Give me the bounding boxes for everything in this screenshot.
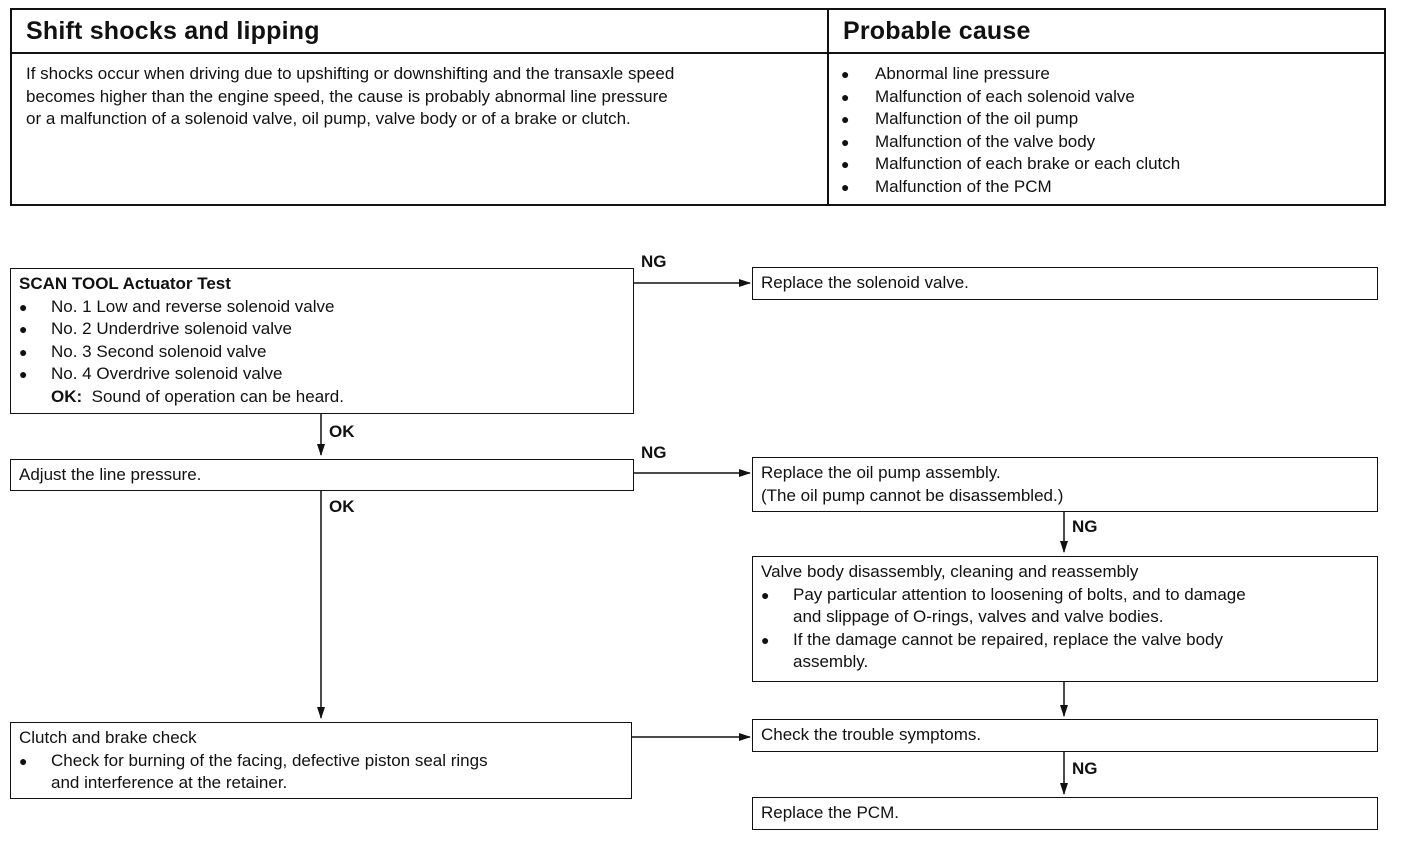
cause-item: ● Malfunction of the valve body xyxy=(841,131,1381,154)
replace-solenoid-text: Replace the solenoid valve. xyxy=(761,273,969,292)
ok-criterion-label: OK: xyxy=(51,386,83,406)
scan-tool-title: SCAN TOOL Actuator Test xyxy=(19,274,231,293)
bullet-icon: ● xyxy=(19,752,28,769)
valve-body-box xyxy=(752,556,1378,682)
ng-label: NG xyxy=(641,443,667,462)
clutch-brake-item: ● Check for burning of the facing, defective piston seal rings and interference at the retainer. xyxy=(19,750,623,795)
symptom-title: Shift shocks and lipping xyxy=(26,17,320,45)
ok-criterion xyxy=(19,386,625,409)
bullet-icon: ● xyxy=(841,66,850,82)
scan-item: ● No. 2 Underdrive solenoid valve xyxy=(19,318,625,341)
cause-item: ● Malfunction of the oil pump xyxy=(841,108,1381,131)
bullet-icon: ● xyxy=(841,156,850,172)
ok-label: OK xyxy=(329,497,355,516)
valve-body-item: ● Pay particular attention to loosening of bolts, and to damage and slippage of O-rings, valves and valve bodies. xyxy=(761,584,1369,629)
cause-item: ● Malfunction of the PCM xyxy=(841,176,1381,199)
clutch-brake-check-box xyxy=(10,722,632,799)
replace-oil-pump-box xyxy=(752,457,1378,512)
bullet-icon: ● xyxy=(19,321,28,337)
replace-solenoid-box xyxy=(752,267,1378,300)
description-line: becomes higher than the engine speed, the cause is probably abnormal line pressure xyxy=(26,86,668,106)
description-line: If shocks occur when driving due to upshifting or downshifting and the transaxle speed xyxy=(26,64,675,83)
replace-oil-pump-line: Replace the oil pump assembly. xyxy=(761,463,1001,482)
check-symptoms-box xyxy=(752,719,1378,752)
probable-cause-title: Probable cause xyxy=(843,17,1031,45)
adjust-line-pressure-box xyxy=(10,459,634,491)
valve-body-item: ● If the damage cannot be repaired, replace the valve body assembly. xyxy=(761,629,1369,674)
bullet-icon: ● xyxy=(841,133,850,150)
bullet-icon: ● xyxy=(19,298,28,315)
scan-item: ● No. 1 Low and reverse solenoid valve xyxy=(19,296,625,319)
bullet-icon: ● xyxy=(761,631,770,648)
ng-label: NG xyxy=(1072,517,1098,536)
bullet-icon: ● xyxy=(19,343,28,360)
ng-label: NG xyxy=(641,252,667,271)
adjust-line-pressure-text: Adjust the line pressure. xyxy=(19,465,202,484)
replace-pcm-box xyxy=(752,797,1378,830)
bullet-icon: ● xyxy=(19,366,28,382)
bullet-icon: ● xyxy=(841,88,850,105)
scan-item: ● No. 4 Overdrive solenoid valve xyxy=(19,363,625,386)
bullet-icon: ● xyxy=(841,178,850,195)
cause-item: ● Malfunction of each solenoid valve xyxy=(841,86,1381,109)
bullet-icon: ● xyxy=(761,586,770,603)
ok-label: OK xyxy=(329,422,355,441)
clutch-brake-title: Clutch and brake check xyxy=(19,728,197,747)
description-line: or a malfunction of a solenoid valve, oil pump, valve body or of a brake or clutch. xyxy=(26,109,631,128)
bullet-icon: ● xyxy=(841,111,850,127)
ng-label: NG xyxy=(1072,759,1098,778)
check-symptoms-text: Check the trouble symptoms. xyxy=(761,725,982,744)
replace-pcm-text: Replace the PCM. xyxy=(761,803,899,822)
scan-item: ● No. 3 Second solenoid valve xyxy=(19,341,625,364)
cause-item: ● Malfunction of each brake or each clutch xyxy=(841,153,1381,176)
cause-item: ● Abnormal line pressure xyxy=(841,63,1381,86)
valve-body-title: Valve body disassembly, cleaning and reassembly xyxy=(761,562,1139,581)
replace-oil-pump-note: (The oil pump cannot be disassembled.) xyxy=(761,485,1064,505)
ok-criterion-text: Sound of operation can be heard. xyxy=(91,386,344,406)
scan-tool-test-box xyxy=(10,268,634,414)
